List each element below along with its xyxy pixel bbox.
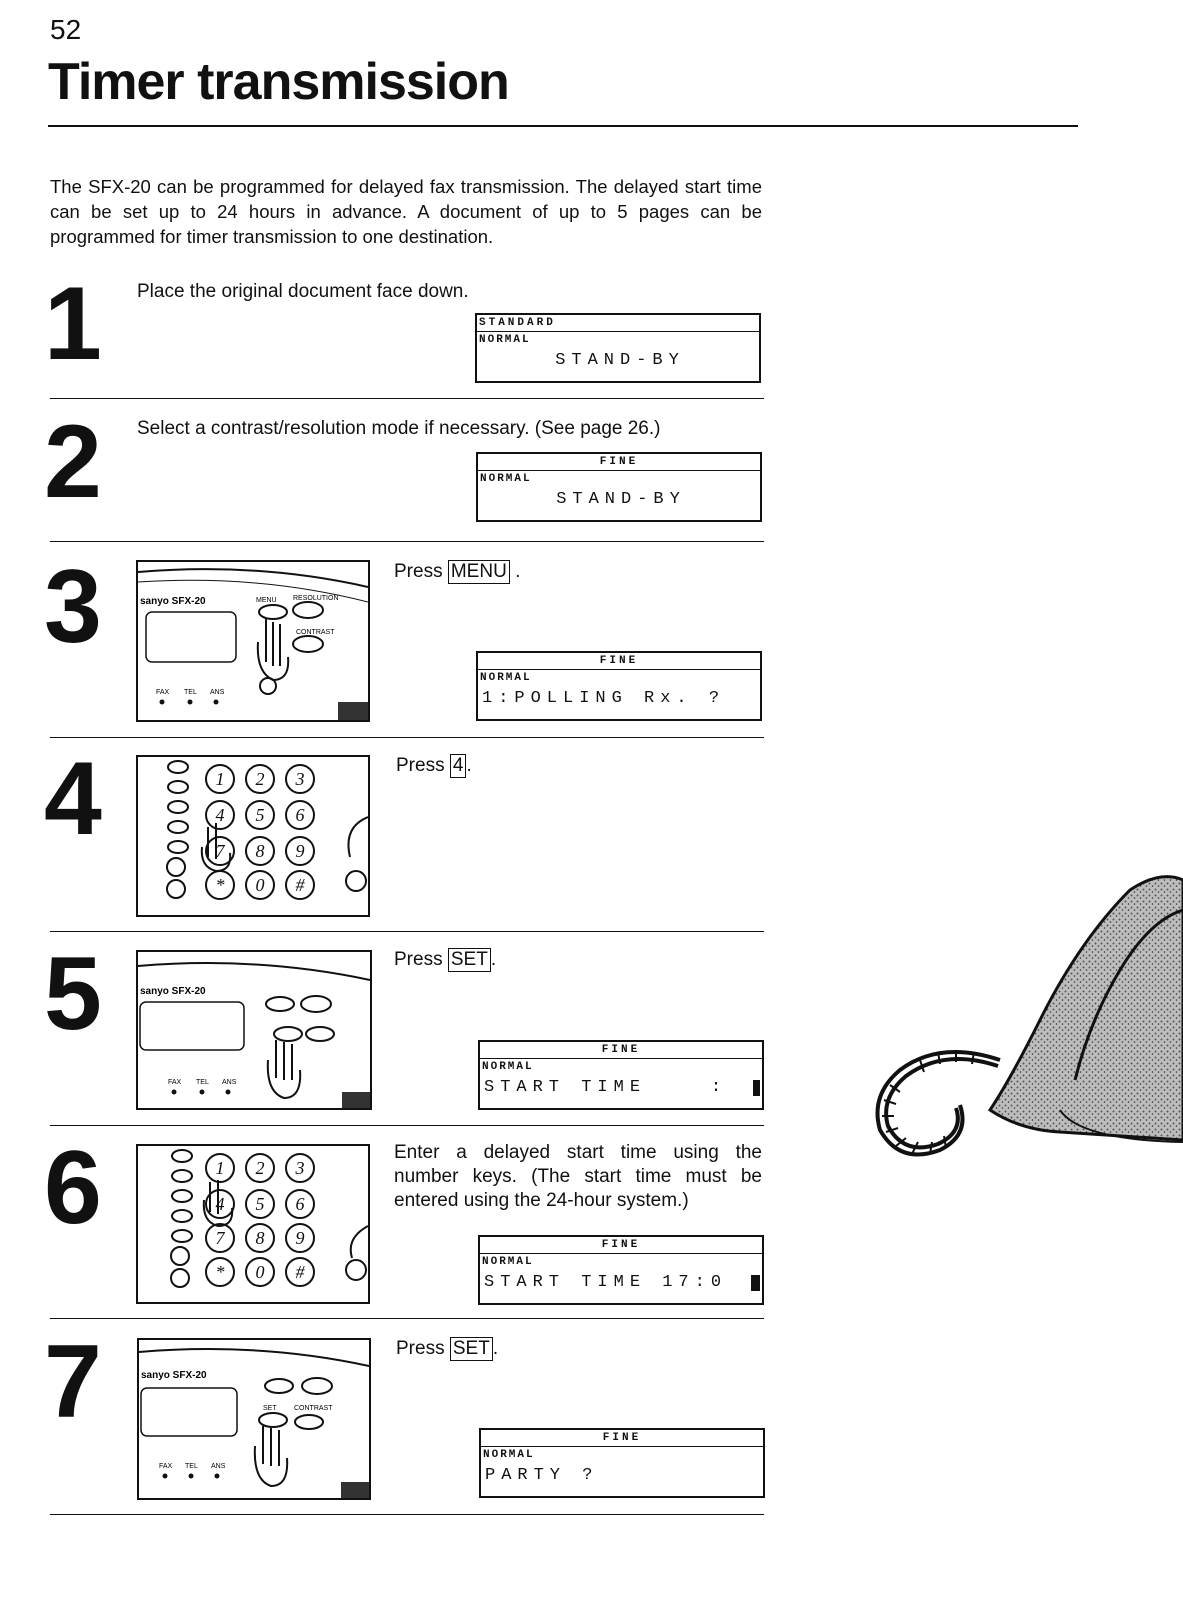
- page-title: Timer transmission: [48, 53, 509, 111]
- step-text: Place the original document face down.: [137, 281, 469, 302]
- intro-paragraph: The SFX-20 can be programmed for delayed fax transmission. The delayed start time can be set up to 24 hours in advance. A document of up to 5 pages can be programmed for timer transmission to one destination.: [50, 176, 762, 247]
- lcd-main-text: STAND-BY: [556, 490, 686, 509]
- svg-text:0: 0: [255, 875, 265, 895]
- keypad-drawing: [138, 1146, 368, 1302]
- svg-text:TEL: TEL: [196, 1079, 209, 1086]
- lcd-mode: NORMAL: [479, 334, 531, 346]
- brand-label: sanyo SFX-20: [140, 596, 206, 607]
- keypad-drawing: [138, 757, 368, 915]
- svg-text:8: 8: [255, 1228, 265, 1248]
- svg-text:7: 7: [215, 841, 225, 861]
- fax-panel-illustration: [136, 560, 370, 722]
- lcd-main-text: STAND-BY: [555, 351, 685, 370]
- svg-text:4: 4: [215, 805, 225, 825]
- svg-text:SET: SET: [263, 1405, 277, 1412]
- lcd-top-line: FINE: [480, 1042, 762, 1059]
- lcd-mode: NORMAL: [482, 1061, 534, 1073]
- lcd-main-text: 1:POLLING Rx. ?: [482, 689, 726, 708]
- step-separator: [50, 931, 764, 932]
- step-text: Press MENU .: [394, 561, 521, 582]
- set-key: SET: [448, 948, 491, 972]
- telephone-handset-illustration: [860, 870, 1183, 1170]
- lcd-display: [478, 1235, 764, 1305]
- lcd-mode: NORMAL: [480, 473, 532, 485]
- svg-text:sanyo SFX-20: sanyo SFX-20: [140, 986, 206, 997]
- lcd-display: [475, 313, 761, 383]
- lcd-cursor: [751, 1275, 760, 1291]
- lcd-main-text: PARTY ?: [485, 1466, 599, 1485]
- step-number: 2: [44, 404, 102, 520]
- lcd-mode: NORMAL: [480, 672, 532, 684]
- lcd-top-line: FINE: [478, 454, 760, 471]
- svg-text:#: #: [295, 875, 305, 895]
- fax-panel-illustration: [136, 950, 372, 1110]
- svg-text:9: 9: [295, 1228, 305, 1248]
- step-separator: [50, 1514, 764, 1515]
- ans-label: ANS: [210, 689, 225, 696]
- lcd-main-text: START TIME 17:0: [480, 1270, 762, 1296]
- step-number: 1: [44, 266, 102, 382]
- svg-text:CONTRAST: CONTRAST: [294, 1405, 333, 1412]
- title-rule: [48, 125, 1078, 127]
- svg-text:FAX: FAX: [168, 1079, 182, 1086]
- svg-text:6: 6: [295, 805, 305, 825]
- resolution-label: RESOLUTION: [293, 595, 339, 602]
- step-text: Select a contrast/resolution mode if necessary. (See page 26.): [137, 418, 661, 439]
- svg-text:7: 7: [215, 1228, 225, 1248]
- lcd-cursor: [753, 1080, 760, 1096]
- svg-text:ANS: ANS: [211, 1463, 226, 1470]
- lcd-display: [478, 1040, 764, 1110]
- keypad-illustration: [136, 1144, 370, 1304]
- tel-label: TEL: [184, 689, 197, 696]
- fax-panel-drawing: [138, 952, 370, 1108]
- step-text: Enter a delayed start time using the number keys. (The start time must be entered using the 24-hour system.): [394, 1142, 762, 1211]
- step-text: Press SET .: [394, 949, 497, 970]
- step-number: 4: [44, 741, 102, 857]
- fax-panel-drawing: [139, 1340, 369, 1498]
- svg-text:TEL: TEL: [185, 1463, 198, 1470]
- lcd-top-line: FINE: [481, 1430, 763, 1447]
- lcd-display: [476, 452, 762, 522]
- svg-text:6: 6: [295, 1194, 305, 1214]
- step-number: 5: [44, 936, 102, 1052]
- svg-text:8: 8: [255, 841, 265, 861]
- lcd-mode: NORMAL: [482, 1256, 534, 1268]
- step-text: Press SET .: [396, 1338, 499, 1359]
- step-separator: [50, 541, 764, 542]
- step-separator: [50, 737, 764, 738]
- fax-panel-illustration: [137, 1338, 371, 1500]
- svg-text:sanyo SFX-20: sanyo SFX-20: [141, 1370, 207, 1381]
- step-separator: [50, 1125, 764, 1126]
- menu-label: MENU: [256, 597, 277, 604]
- svg-text:4: 4: [215, 1194, 225, 1214]
- lcd-top-line: FINE: [480, 1237, 762, 1254]
- svg-text:5: 5: [255, 805, 265, 825]
- key-4: 4: [450, 754, 467, 778]
- lcd-main-text: START TIME :: [480, 1075, 762, 1101]
- step-text: Press 4 .: [396, 755, 472, 776]
- contrast-label: CONTRAST: [296, 629, 335, 636]
- lcd-top-line: FINE: [478, 653, 760, 670]
- svg-text:2: 2: [255, 1158, 265, 1178]
- svg-text:3: 3: [295, 769, 305, 789]
- svg-text:*: *: [215, 875, 225, 895]
- telephone-handset-drawing: [860, 870, 1183, 1170]
- page-number: 52: [50, 14, 82, 45]
- step-number: 3: [44, 549, 102, 665]
- lcd-display: [476, 651, 762, 721]
- svg-text:9: 9: [295, 841, 305, 861]
- step-separator: [50, 398, 764, 399]
- svg-text:2: 2: [255, 769, 265, 789]
- svg-text:5: 5: [255, 1194, 265, 1214]
- step-separator: [50, 1318, 764, 1319]
- lcd-mode: NORMAL: [483, 1449, 535, 1461]
- lcd-display: [479, 1428, 765, 1498]
- svg-text:ANS: ANS: [222, 1079, 237, 1086]
- svg-text:3: 3: [295, 1158, 305, 1178]
- svg-text:#: #: [295, 1262, 305, 1282]
- svg-text:1: 1: [215, 769, 225, 789]
- svg-text:FAX: FAX: [159, 1463, 173, 1470]
- step-number: 6: [44, 1130, 102, 1246]
- svg-text:0: 0: [255, 1262, 265, 1282]
- set-key: SET: [450, 1337, 493, 1361]
- lcd-top-line: STANDARD: [477, 315, 759, 332]
- keypad-illustration: [136, 755, 370, 917]
- fax-label: FAX: [156, 689, 170, 696]
- step-number: 7: [44, 1324, 102, 1440]
- menu-key: MENU: [448, 560, 510, 584]
- svg-text:*: *: [215, 1262, 225, 1282]
- fax-panel-drawing: [138, 562, 368, 720]
- svg-text:1: 1: [215, 1158, 225, 1178]
